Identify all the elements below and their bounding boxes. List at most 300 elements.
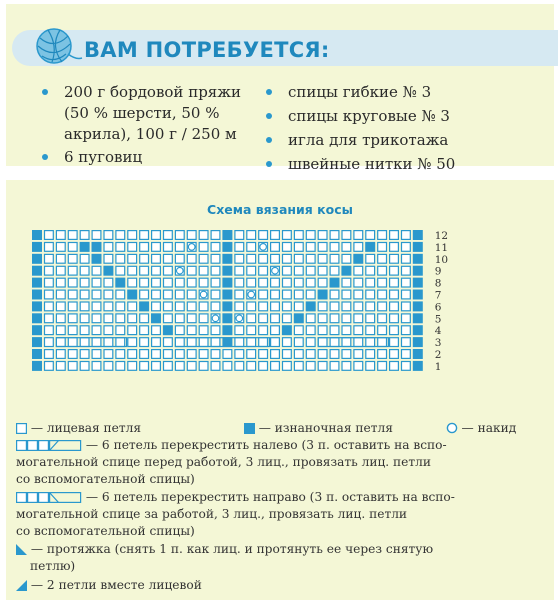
knit-cell: [56, 338, 65, 347]
knit-cell: [259, 266, 268, 275]
knit-cell: [45, 350, 54, 359]
purl-cell: [223, 314, 232, 323]
knit-cell: [318, 243, 327, 252]
purl-cell: [330, 278, 339, 287]
yarn-ball-icon: [28, 20, 84, 72]
knit-cell: [318, 314, 327, 323]
row-number: 11: [434, 241, 449, 254]
knit-cell: [271, 254, 280, 263]
knit-cell: [128, 231, 137, 240]
knit-cell: [283, 350, 292, 359]
yarn-over-mark: [236, 315, 243, 322]
supplies-title: ВАМ ПОТРЕБУЕТСЯ:: [84, 38, 330, 62]
knit-cell: [378, 290, 387, 299]
knit-cell: [152, 266, 161, 275]
purl-cell: [413, 254, 422, 263]
knit-cell: [68, 278, 77, 287]
knit-cell: [342, 326, 351, 335]
knit-cell: [45, 314, 54, 323]
knit-cell: [187, 326, 196, 335]
knit-cell: [342, 302, 351, 311]
yarn-over-mark: [272, 267, 279, 274]
knit-cell: [80, 350, 89, 359]
knit-cell: [271, 314, 280, 323]
scheme-title: Схема вязания косы: [207, 202, 353, 217]
knit-cell: [152, 278, 161, 287]
supplies-list-left: [40, 82, 260, 170]
knit-cell: [247, 338, 256, 347]
purl-cell: [283, 326, 292, 335]
knit-cell: [342, 254, 351, 263]
purl-cell: [128, 290, 137, 299]
knit-cell: [318, 231, 327, 240]
knit-cell: [235, 338, 244, 347]
knit-cell: [104, 243, 113, 252]
knit-cell: [56, 231, 65, 240]
row-number: 12: [434, 230, 449, 242]
knit-cell: [199, 266, 208, 275]
knit-cell: [402, 338, 411, 347]
purl-cell: [223, 266, 232, 275]
knit-cell: [235, 254, 244, 263]
knit-cell: [68, 350, 77, 359]
knit-cell: [164, 314, 173, 323]
list-item: спицы гибкие № 3: [264, 82, 554, 103]
knit-cell: [306, 314, 315, 323]
row-number: 2: [434, 349, 442, 361]
knit-cell: [199, 243, 208, 252]
knit-cell: [199, 254, 208, 263]
knit-cell: [164, 302, 173, 311]
purl-cell: [223, 243, 232, 252]
knitting-chart: [32, 226, 462, 406]
knit-cell: [45, 231, 54, 240]
knit-cell: [140, 278, 149, 287]
purl-cell: [33, 338, 42, 347]
knit-cell: [175, 362, 184, 371]
knit-cell: [390, 290, 399, 299]
knit-cell: [402, 266, 411, 275]
purl-cell: [92, 254, 101, 263]
knit-cell: [199, 231, 208, 240]
knit-cell: [330, 362, 339, 371]
knit-cell: [56, 302, 65, 311]
knit-cell: [92, 314, 101, 323]
knit-cell: [175, 231, 184, 240]
knit-cell: [187, 266, 196, 275]
knit-cell: [56, 243, 65, 252]
knit-cell: [378, 302, 387, 311]
knit-cell: [116, 231, 125, 240]
knit-cell: [402, 231, 411, 240]
knit-cell: [104, 278, 113, 287]
purl-cell: [413, 243, 422, 252]
knit-cell: [199, 326, 208, 335]
purl-cell: [223, 254, 232, 263]
purl-cell: [342, 266, 351, 275]
knit-cell: [80, 231, 89, 240]
knit-cell: [283, 278, 292, 287]
knit-cell: [68, 302, 77, 311]
purl-cell: [33, 290, 42, 299]
knit-cell: [330, 290, 339, 299]
knit-cell: [342, 278, 351, 287]
knit-cell: [92, 266, 101, 275]
knit-cell: [306, 278, 315, 287]
knit-cell: [390, 350, 399, 359]
knit-cell: [68, 326, 77, 335]
purl-cell: [33, 314, 42, 323]
knit-cell: [140, 338, 149, 347]
knit-cell: [366, 254, 375, 263]
purl-cell: [33, 231, 42, 240]
knit-cell: [306, 326, 315, 335]
knit-cell: [390, 243, 399, 252]
knit-cell: [330, 326, 339, 335]
knit-cell: [56, 326, 65, 335]
bullet-icon: [266, 89, 272, 95]
purl-cell: [413, 278, 422, 287]
knit-cell: [187, 350, 196, 359]
knit-cell: [259, 362, 268, 371]
knit-cell: [128, 266, 137, 275]
knit-cell: [330, 254, 339, 263]
knit-cell: [354, 362, 363, 371]
knit-cell: [283, 338, 292, 347]
yarn-over-mark: [200, 291, 207, 298]
bullet-icon: [266, 137, 272, 143]
knit-cell: [45, 266, 54, 275]
knit-cell: [306, 290, 315, 299]
knit-cell: [247, 314, 256, 323]
purl-cell: [413, 338, 422, 347]
knit-cell: [283, 266, 292, 275]
purl-cell: [223, 231, 232, 240]
knit-cell: [56, 278, 65, 287]
knit-cell: [378, 338, 387, 347]
knit-cell: [247, 266, 256, 275]
knit-cell: [366, 231, 375, 240]
knit-cell: [140, 326, 149, 335]
yarn-over-mark: [260, 244, 267, 251]
knit-cell: [80, 302, 89, 311]
knit-cell: [116, 314, 125, 323]
knit-cell: [390, 266, 399, 275]
list-item: спицы круговые № 3: [264, 106, 554, 127]
knit-cell-icon: [16, 423, 27, 434]
knit-cell: [318, 278, 327, 287]
knit-cell: [294, 362, 303, 371]
knit-cell: [235, 362, 244, 371]
knit-cell: [366, 338, 375, 347]
knit-cell: [294, 338, 303, 347]
purl-cell: [366, 243, 375, 252]
knit-cell: [294, 302, 303, 311]
knit-cell: [140, 314, 149, 323]
knit-cell: [152, 290, 161, 299]
knit-cell: [378, 326, 387, 335]
knit-cell: [104, 290, 113, 299]
knit-cell: [45, 326, 54, 335]
knit-cell: [271, 278, 280, 287]
knit-cell: [104, 314, 113, 323]
knit-cell: [199, 338, 208, 347]
purl-cell: [33, 326, 42, 335]
legend-cross-right: — 6 петель перекрестить направо (3 п. оставить на вспо-: [16, 489, 455, 506]
knit-cell: [45, 278, 54, 287]
knit-cell: [294, 231, 303, 240]
row-number: 8: [434, 277, 442, 290]
legend-cross-right-line3: со вспомогательной спицы): [16, 524, 195, 538]
knit-cell: [342, 362, 351, 371]
knit-cell: [187, 314, 196, 323]
knit-cell: [56, 290, 65, 299]
list-item: 6 пуговиц: [40, 147, 260, 168]
knit-cell: [164, 338, 173, 347]
knit-cell: [342, 243, 351, 252]
knit-cell: [283, 314, 292, 323]
knit-cell: [68, 314, 77, 323]
knit-cell: [354, 266, 363, 275]
purl-cell: [223, 338, 232, 347]
purl-cell: [294, 314, 303, 323]
knit-cell: [354, 231, 363, 240]
knit-cell: [390, 254, 399, 263]
knit-cell: [235, 278, 244, 287]
knit-cell: [175, 290, 184, 299]
knit-cell: [235, 302, 244, 311]
knit-cell: [175, 243, 184, 252]
legend-cross-left-line3: со вспомогательной спицы): [16, 472, 195, 486]
knit-cell: [318, 338, 327, 347]
knit-cell: [140, 231, 149, 240]
knit-cell: [306, 266, 315, 275]
knit-cell: [235, 326, 244, 335]
list-item: 200 г бордовой пряжи (50 % шерсти, 50 % акрила), 100 г / 250 м: [40, 82, 260, 145]
yarn-over-icon: [446, 422, 458, 434]
knit-cell: [402, 350, 411, 359]
knit-cell: [116, 266, 125, 275]
knit-cell: [223, 362, 232, 371]
knit-cell: [116, 362, 125, 371]
knit-cell: [211, 302, 220, 311]
knit-cell: [175, 254, 184, 263]
purl-cell: [413, 231, 422, 240]
knit-cell: [104, 338, 113, 347]
purl-cell: [413, 266, 422, 275]
purl-cell: [140, 302, 149, 311]
purl-cell-icon: [244, 423, 255, 434]
knit-cell: [45, 254, 54, 263]
knit-cell: [390, 314, 399, 323]
knit-cell: [152, 302, 161, 311]
knit-cell: [128, 243, 137, 252]
purl-cell: [318, 290, 327, 299]
knit-cell: [330, 314, 339, 323]
knit-cell: [354, 290, 363, 299]
knit-cell: [199, 278, 208, 287]
knit-cell: [68, 290, 77, 299]
purl-cell: [413, 326, 422, 335]
legend-knit-purl-row: — лицевая петля — изнаночная петля — накид: [16, 420, 516, 437]
purl-cell: [413, 290, 422, 299]
knit-cell: [140, 290, 149, 299]
knit-cell: [175, 278, 184, 287]
knit-cell: [354, 278, 363, 287]
knit-cell: [378, 231, 387, 240]
knit-cell: [80, 266, 89, 275]
knit-cell: [330, 266, 339, 275]
knit-cell: [390, 278, 399, 287]
cross-left-icon: [16, 440, 82, 451]
knit-cell: [402, 290, 411, 299]
knit-cell: [140, 254, 149, 263]
knit-cell: [68, 243, 77, 252]
knit-cell: [56, 266, 65, 275]
row-number: 3: [434, 337, 442, 350]
knit-cell: [318, 266, 327, 275]
knit-cell: [294, 350, 303, 359]
yarn-over-mark: [177, 267, 184, 274]
knit-cell: [342, 231, 351, 240]
knit-cell: [330, 243, 339, 252]
purl-cell: [33, 278, 42, 287]
knit-cell: [390, 231, 399, 240]
knit-cell: [199, 350, 208, 359]
knit-cell: [402, 278, 411, 287]
knit-cell: [140, 350, 149, 359]
knit-cell: [45, 290, 54, 299]
knit-cell: [366, 326, 375, 335]
knit-cell: [128, 314, 137, 323]
knit-cell: [259, 290, 268, 299]
knit-cell: [330, 231, 339, 240]
knit-cell: [247, 326, 256, 335]
knit-cell: [247, 278, 256, 287]
purl-cell: [33, 266, 42, 275]
knit-cell: [211, 278, 220, 287]
knit-cell: [271, 290, 280, 299]
knit-cell: [140, 362, 149, 371]
knit-cell: [56, 350, 65, 359]
knit-cell: [104, 362, 113, 371]
knit-cell: [283, 290, 292, 299]
knit-cell: [235, 350, 244, 359]
knit-cell: [80, 338, 89, 347]
knit-cell: [354, 243, 363, 252]
legend-slip: — протяжка (снять 1 п. как лиц. и протянуть ее через снятую: [16, 541, 433, 558]
row-number: 1: [434, 360, 442, 373]
knit-cell: [92, 302, 101, 311]
purl-cell: [164, 326, 173, 335]
knit-cell: [152, 338, 161, 347]
knit-cell: [187, 231, 196, 240]
knit-cell: [80, 290, 89, 299]
knit-cell: [247, 254, 256, 263]
knit-cell: [402, 326, 411, 335]
row-number: 6: [434, 301, 442, 314]
knit-cell: [211, 326, 220, 335]
knit-cell: [354, 350, 363, 359]
row-number: 4: [434, 325, 442, 338]
knit-cell: [271, 231, 280, 240]
knit-cell: [116, 302, 125, 311]
purl-cell: [104, 266, 113, 275]
knit-cell: [152, 326, 161, 335]
yarn-over-mark: [248, 291, 255, 298]
knit-cell: [68, 266, 77, 275]
knit-cell: [259, 350, 268, 359]
purl-cell: [152, 314, 161, 323]
purl-cell: [223, 290, 232, 299]
knit-cell: [199, 362, 208, 371]
knit-cell: [80, 314, 89, 323]
cross-right-icon: [16, 492, 82, 503]
bullet-icon: [42, 154, 48, 160]
knit-cell: [45, 362, 54, 371]
knit-cell: [259, 278, 268, 287]
knit-cell: [306, 338, 315, 347]
knit-cell: [402, 243, 411, 252]
knit-cell: [116, 350, 125, 359]
knit-cell: [294, 243, 303, 252]
knit-cell: [211, 290, 220, 299]
knit-cell: [402, 362, 411, 371]
knit-cell: [45, 338, 54, 347]
knit-cell: [306, 243, 315, 252]
knit-cell: [235, 290, 244, 299]
purl-cell: [33, 243, 42, 252]
knit-cell: [366, 314, 375, 323]
supplies-box: [6, 4, 554, 173]
purl-cell: [413, 350, 422, 359]
bullet-icon: [42, 89, 48, 95]
knit-cell: [128, 350, 137, 359]
knit-cell: [366, 302, 375, 311]
knit-cell: [116, 338, 125, 347]
bullet-icon: [266, 161, 272, 167]
knit-cell: [164, 350, 173, 359]
k2tog-icon: [16, 580, 27, 591]
knit-cell: [56, 254, 65, 263]
legend-cross-left-line2: могательной спице перед работой, 3 лиц., провязать лиц. петли: [16, 455, 431, 469]
knit-cell: [294, 266, 303, 275]
knit-cell: [390, 338, 399, 347]
knit-cell: [342, 314, 351, 323]
knit-cell: [211, 243, 220, 252]
list-item: швейные нитки № 50: [264, 154, 554, 175]
knit-cell: [80, 254, 89, 263]
knit-cell: [175, 350, 184, 359]
yarn-over-mark: [212, 315, 219, 322]
knit-cell: [140, 243, 149, 252]
knit-cell: [128, 326, 137, 335]
knit-cell: [68, 254, 77, 263]
knit-cell: [92, 350, 101, 359]
knit-cell: [68, 338, 77, 347]
knit-cell: [187, 290, 196, 299]
knit-cell: [390, 302, 399, 311]
knit-cell: [366, 278, 375, 287]
supplies-banner: [12, 10, 558, 74]
knit-cell: [187, 278, 196, 287]
list-item: игла для трикотажа: [264, 130, 554, 151]
knit-cell: [271, 302, 280, 311]
knit-cell: [247, 350, 256, 359]
knit-cell: [366, 266, 375, 275]
knit-cell: [342, 290, 351, 299]
knit-cell: [271, 326, 280, 335]
